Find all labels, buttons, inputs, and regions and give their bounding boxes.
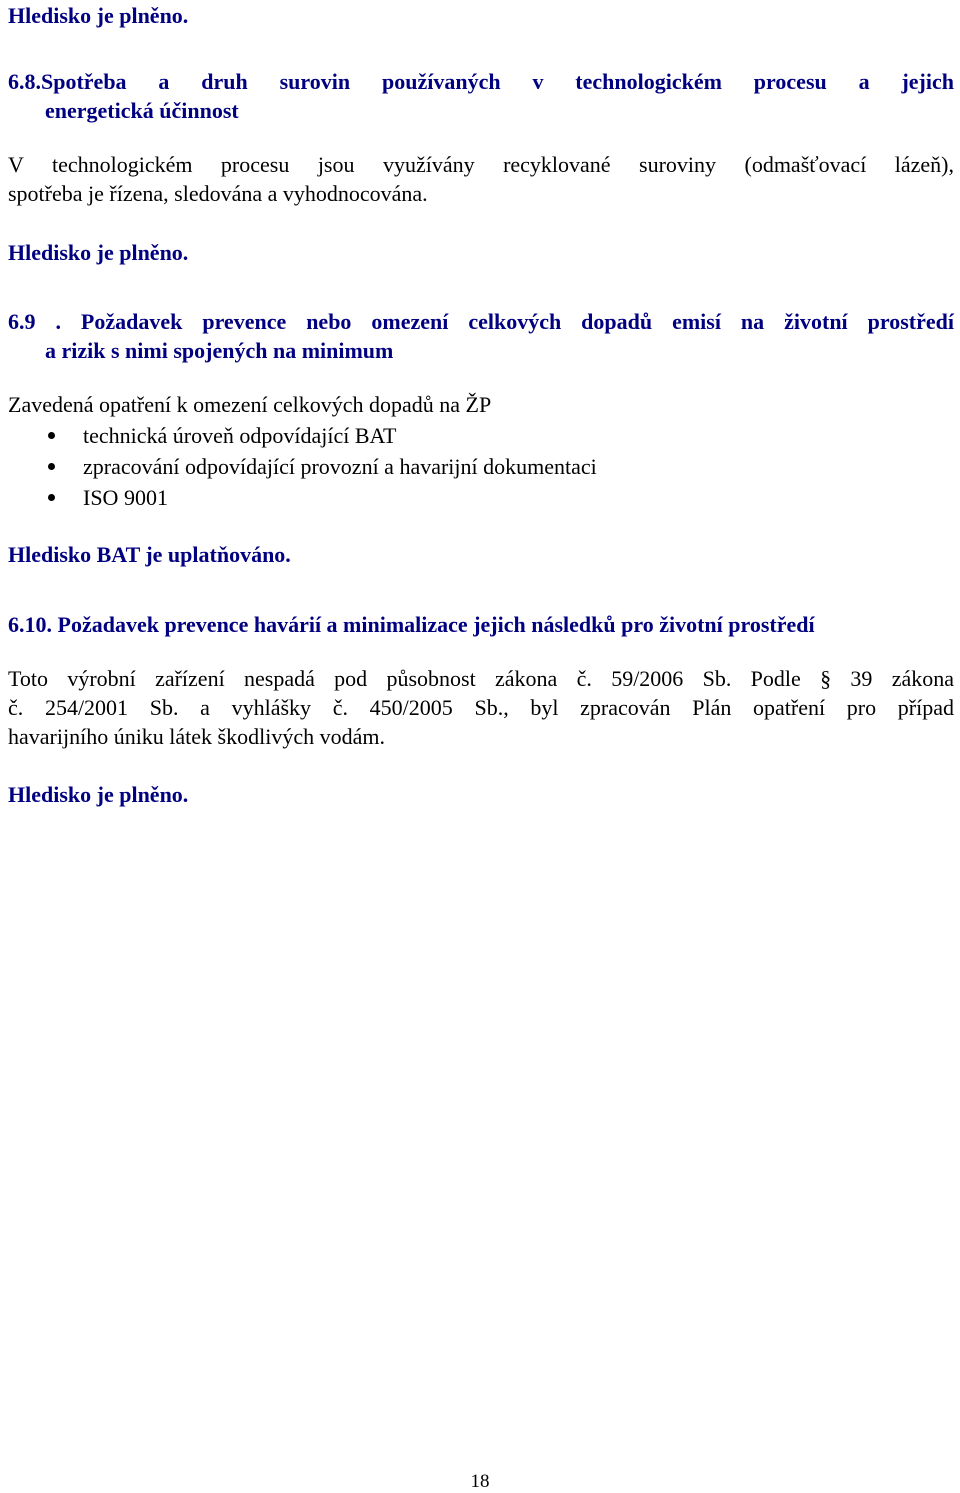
- section-6-8-text-line1: V technologickém procesu jsou využívány recyklované suroviny (odmašťovací lázeň),: [8, 152, 954, 177]
- section-6-10-text-line2: č. 254/2001 Sb. a vyhlášky č. 450/2005 Sb., byl zpracován Plán opatření pro případ: [8, 695, 954, 720]
- list-item: technická úroveň odpovídající BAT: [8, 420, 954, 451]
- section-6-10-text-line3: havarijního úniku látek škodlivých vodám.: [8, 724, 385, 749]
- section-6-9-intro: Zavedená opatření k omezení celkových dopadů na ŽP: [8, 392, 492, 417]
- list-item: ISO 9001: [8, 482, 954, 513]
- section-6-10-text: [8, 664, 954, 751]
- section-6-9-title: [8, 307, 954, 365]
- section-6-8-verdict: Hledisko je plněno.: [8, 240, 189, 265]
- section-6-8-title-line1: 6.8.Spotřeba a druh surovin používaných v technologickém procesu a jejich: [8, 69, 954, 94]
- list-item: zpracování odpovídající provozní a havarijní dokumentaci: [8, 451, 954, 482]
- section-6-8-title-line2: energetická účinnost: [45, 98, 239, 123]
- section-6-8-title: [8, 67, 954, 125]
- bullet-icon: [48, 463, 55, 470]
- verdict-top: Hledisko je plněno.: [8, 3, 189, 28]
- section-6-10-text-line1: Toto výrobní zařízení nespadá pod působnost zákona č. 59/2006 Sb. Podle § 39 zákona: [8, 666, 954, 691]
- page-number: 18: [470, 1471, 490, 1492]
- section-6-8-text-line2: spotřeba je řízena, sledována a vyhodnocována.: [8, 181, 428, 206]
- section-6-8-text: [8, 150, 954, 208]
- section-6-10-verdict: Hledisko je plněno.: [8, 782, 189, 807]
- section-6-9-verdict: Hledisko BAT je uplatňováno.: [8, 542, 291, 567]
- bullet-icon: [48, 432, 55, 439]
- section-6-9-bullet-list: [8, 420, 954, 513]
- section-6-10-title: 6.10. Požadavek prevence havárií a minimalizace jejich následků pro životní prostředí: [8, 612, 815, 637]
- bullet-icon: [48, 494, 55, 501]
- section-6-9-title-line2: a rizik s nimi spojených na minimum: [45, 338, 394, 363]
- section-6-9-title-line1: 6.9 . Požadavek prevence nebo omezení celkových dopadů emisí na životní prostředí: [8, 309, 954, 334]
